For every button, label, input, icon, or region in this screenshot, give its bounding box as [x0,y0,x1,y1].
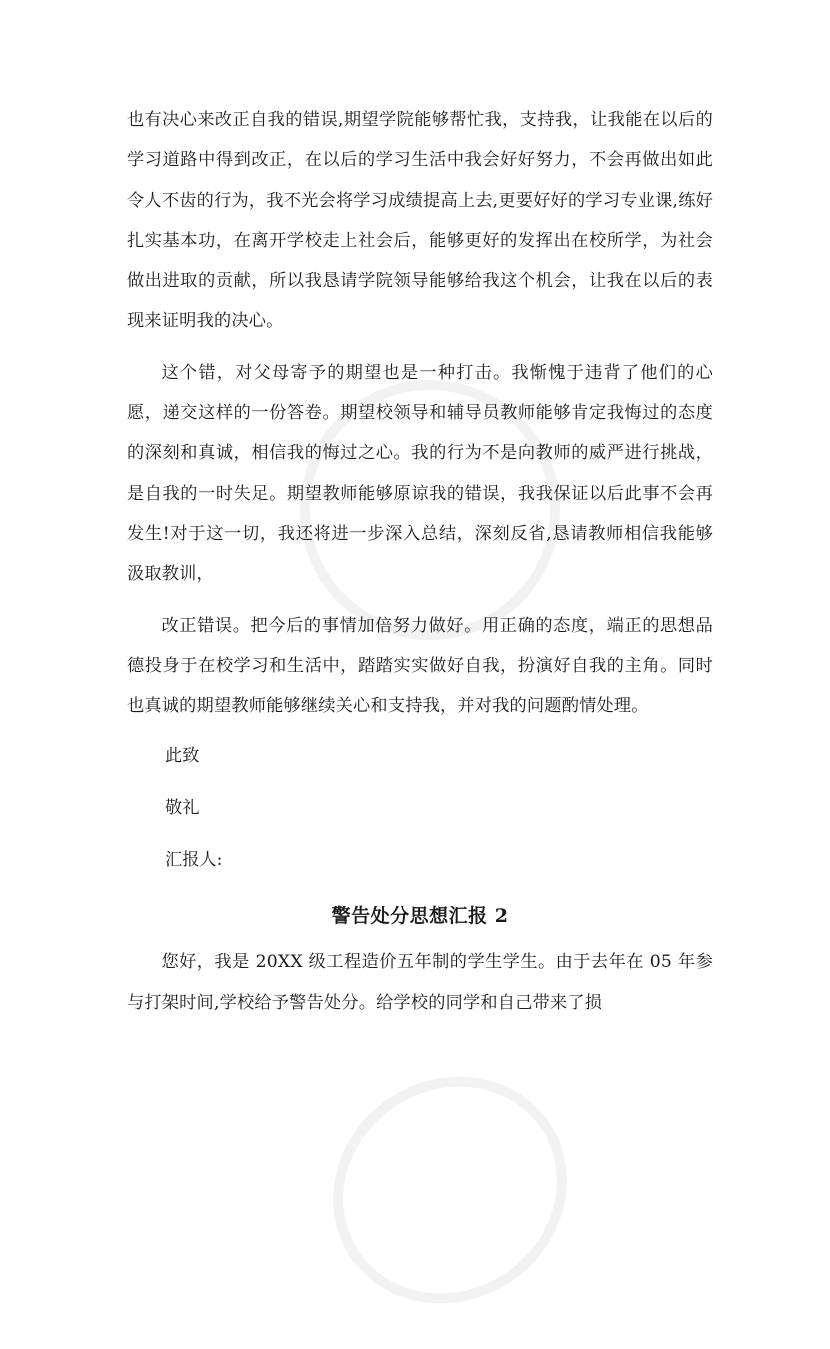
paragraph-2: 这个错，对父母寄予的期望也是一种打击。我惭愧于违背了他们的心愿，递交这样的一份答卷。期望校领导和辅导员教师能够肯定我悔过的态度的深刻和真诚，相信我的悔过之心。我的行为不是向教师的威严进行挑战，是自我的一时失足。期望教师能够原谅我的错误，我我保证以后此事不会再发生!对于这一切，我还将进一步深入总结，深刻反省,恳请教师相信我能够汲取教训， [127,362,713,585]
section2-paragraph: 您好，我是 20XX 级工程造价五年制的学生学生。由于去年在 05 年参与打架时间,学校给予警告处分。给学校的同学和自己带来了损 [127,952,713,1013]
reporter-signature-label: 汇报人: [165,850,223,871]
section-title: 警告处分思想汇报 2 [331,905,509,928]
closing-regards: 敬礼 [165,798,200,819]
paragraph-1: 也有决心来改正自我的错误,期望学院能够帮忙我，支持我，让我能在以后的学习道路中得到改正，在以后的学习生活中我会好好努力，不会再做出如此令人不齿的行为，我不光会将学习成绩提高上去,更要好好的学习专业课,练好扎实基本功，在离开学校走上社会后，能够更好的发挥出在校所学，为社会做出进取的贡献，所以我恳请学院领导能够给我这个机会，让我在以后的表现来证明我的决心。 [127,110,713,332]
watermark-stamp-lower [289,1031,612,1349]
document-body [127,100,713,1023]
closing-salutation: 此致 [165,746,200,767]
paragraph-3: 改正错误。把今后的事情加倍努力做好。用正确的态度，端正的思想品德投身于在校学习和生活中，踏踏实实做好自我，扮演好自我的主角。同时也真诚的期望教师能够继续关心和支持我，并对我的问题酌情处理。 [127,615,713,717]
